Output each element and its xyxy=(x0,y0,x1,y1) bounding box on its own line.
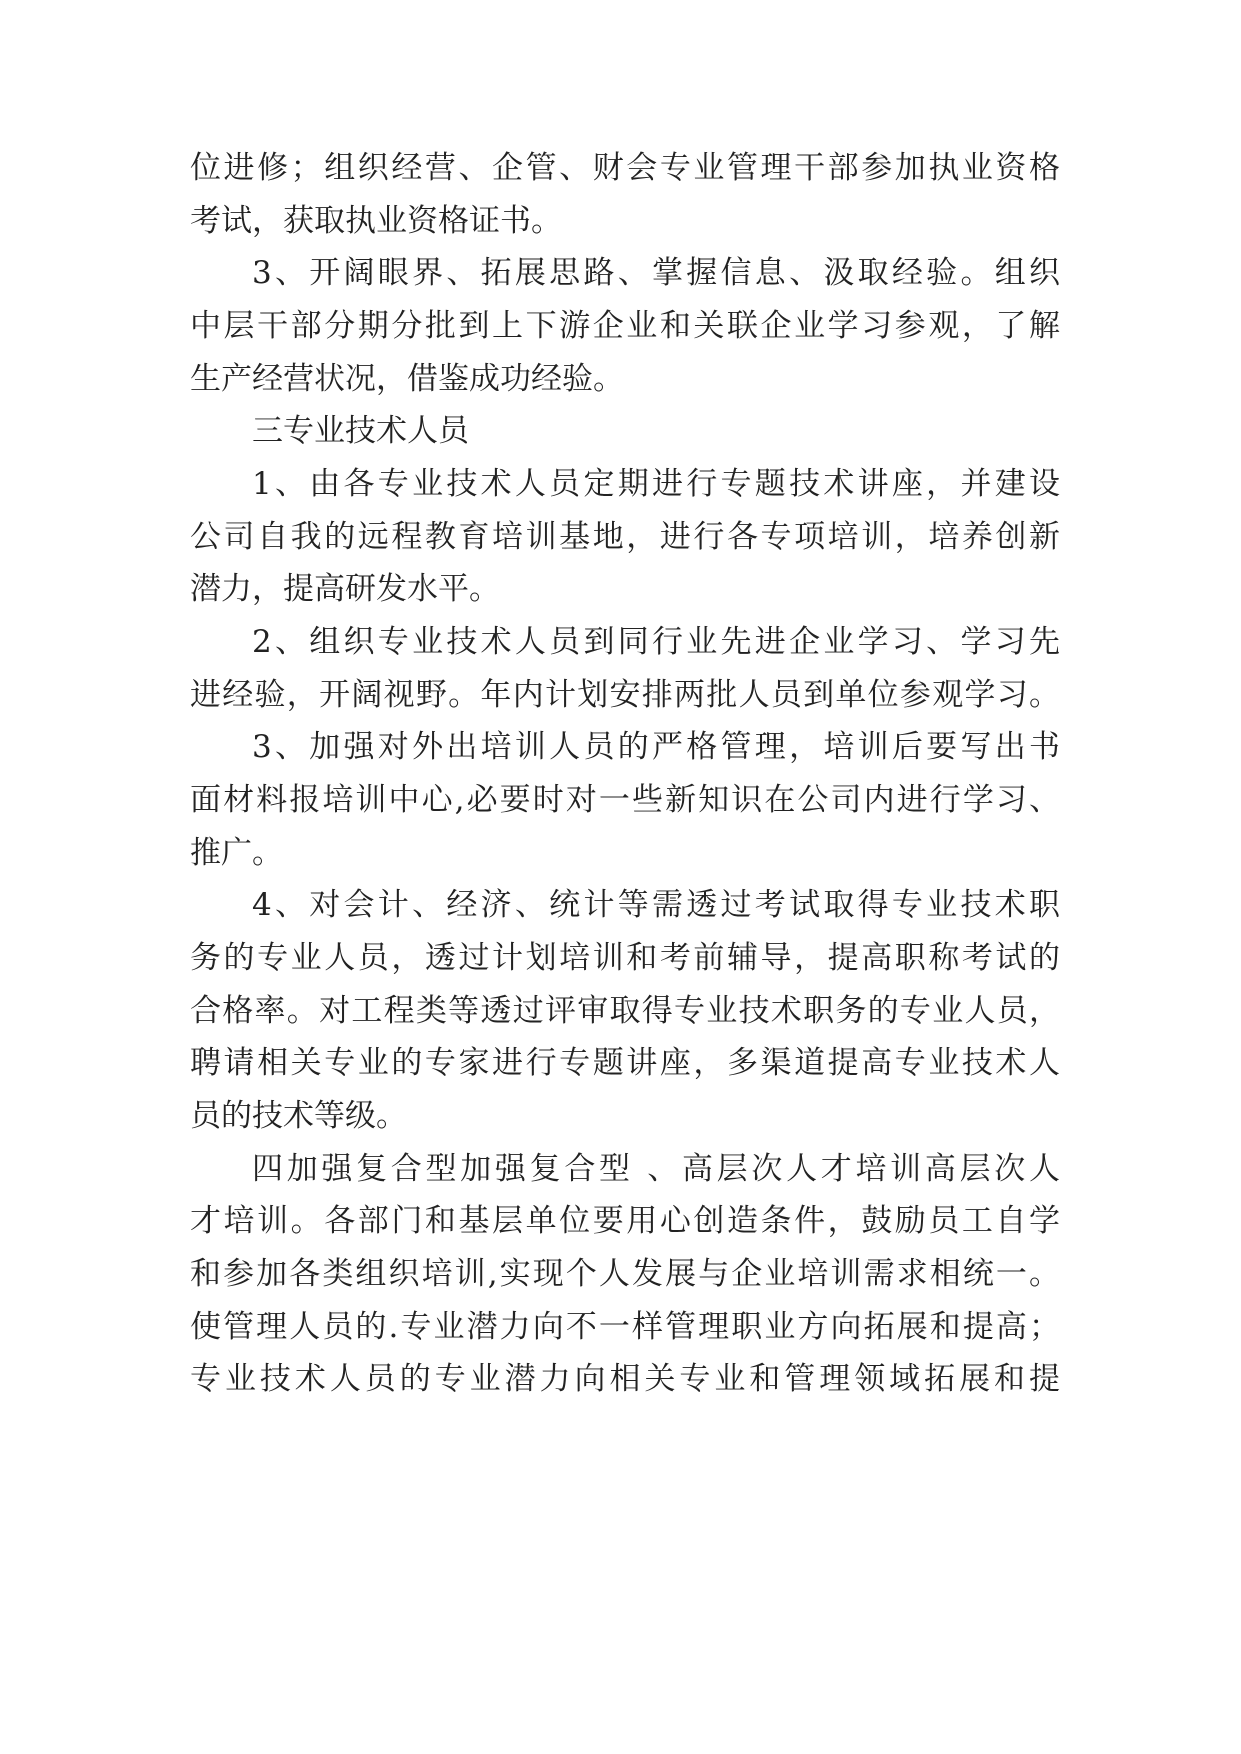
text-line: 务的专业人员，透过计划培训和考前辅导，提高职称考试的 xyxy=(190,940,1060,976)
text-line: 生产经营状况，借鉴成功经验。 xyxy=(190,361,624,397)
text-line: 3、加强对外出培训人员的严格管理，培训后要写出书 xyxy=(252,729,1060,765)
text-line: 才培训。各部门和基层单位要用心创造条件，鼓励员工自学 xyxy=(190,1203,1060,1239)
text-line: 潜力，提高研发水平。 xyxy=(190,571,500,607)
text-line: 1、由各专业技术人员定期进行专题技术讲座，并建设 xyxy=(252,466,1060,502)
text-line: 专业技术人员的专业潜力向相关专业和管理领域拓展和提 xyxy=(190,1361,1060,1397)
text-line: 3、开阔眼界、拓展思路、掌握信息、汲取经验。组织 xyxy=(252,255,1060,291)
text-line: 考试，获取执业资格证书。 xyxy=(190,203,562,239)
text-line: 进经验，开阔视野。年内计划安排两批人员到单位参观学习。 xyxy=(190,677,1060,713)
text-line: 推广。 xyxy=(190,835,283,871)
text-line: 员的技术等级。 xyxy=(190,1098,407,1134)
text-line: 位进修；组织经营、企管、财会专业管理干部参加执业资格 xyxy=(190,150,1060,186)
text-line: 聘请相关专业的专家进行专题讲座，多渠道提高专业技术人 xyxy=(190,1045,1060,1081)
text-line: 4、对会计、经济、统计等需透过考试取得专业技术职 xyxy=(252,887,1060,923)
text-line: 合格率。对工程类等透过评审取得专业技术职务的专业人员， xyxy=(190,993,1060,1029)
text-line: 使管理人员的.专业潜力向不一样管理职业方向拓展和提高； xyxy=(190,1309,1060,1345)
section-heading: 三专业技术人员 xyxy=(252,413,469,449)
text-line: 公司自我的远程教育培训基地，进行各专项培训，培养创新 xyxy=(190,519,1060,555)
text-line: 2、组织专业技术人员到同行业先进企业学习、学习先 xyxy=(252,624,1060,660)
text-line: 四加强复合型加强复合型 、高层次人才培训高层次人 xyxy=(252,1151,1060,1187)
text-line: 和参加各类组织培训,实现个人发展与企业培训需求相统一。 xyxy=(190,1256,1060,1292)
text-line: 中层干部分期分批到上下游企业和关联企业学习参观，了解 xyxy=(190,308,1060,344)
text-line: 面材料报培训中心,必要时对一些新知识在公司内进行学习、 xyxy=(190,782,1060,818)
